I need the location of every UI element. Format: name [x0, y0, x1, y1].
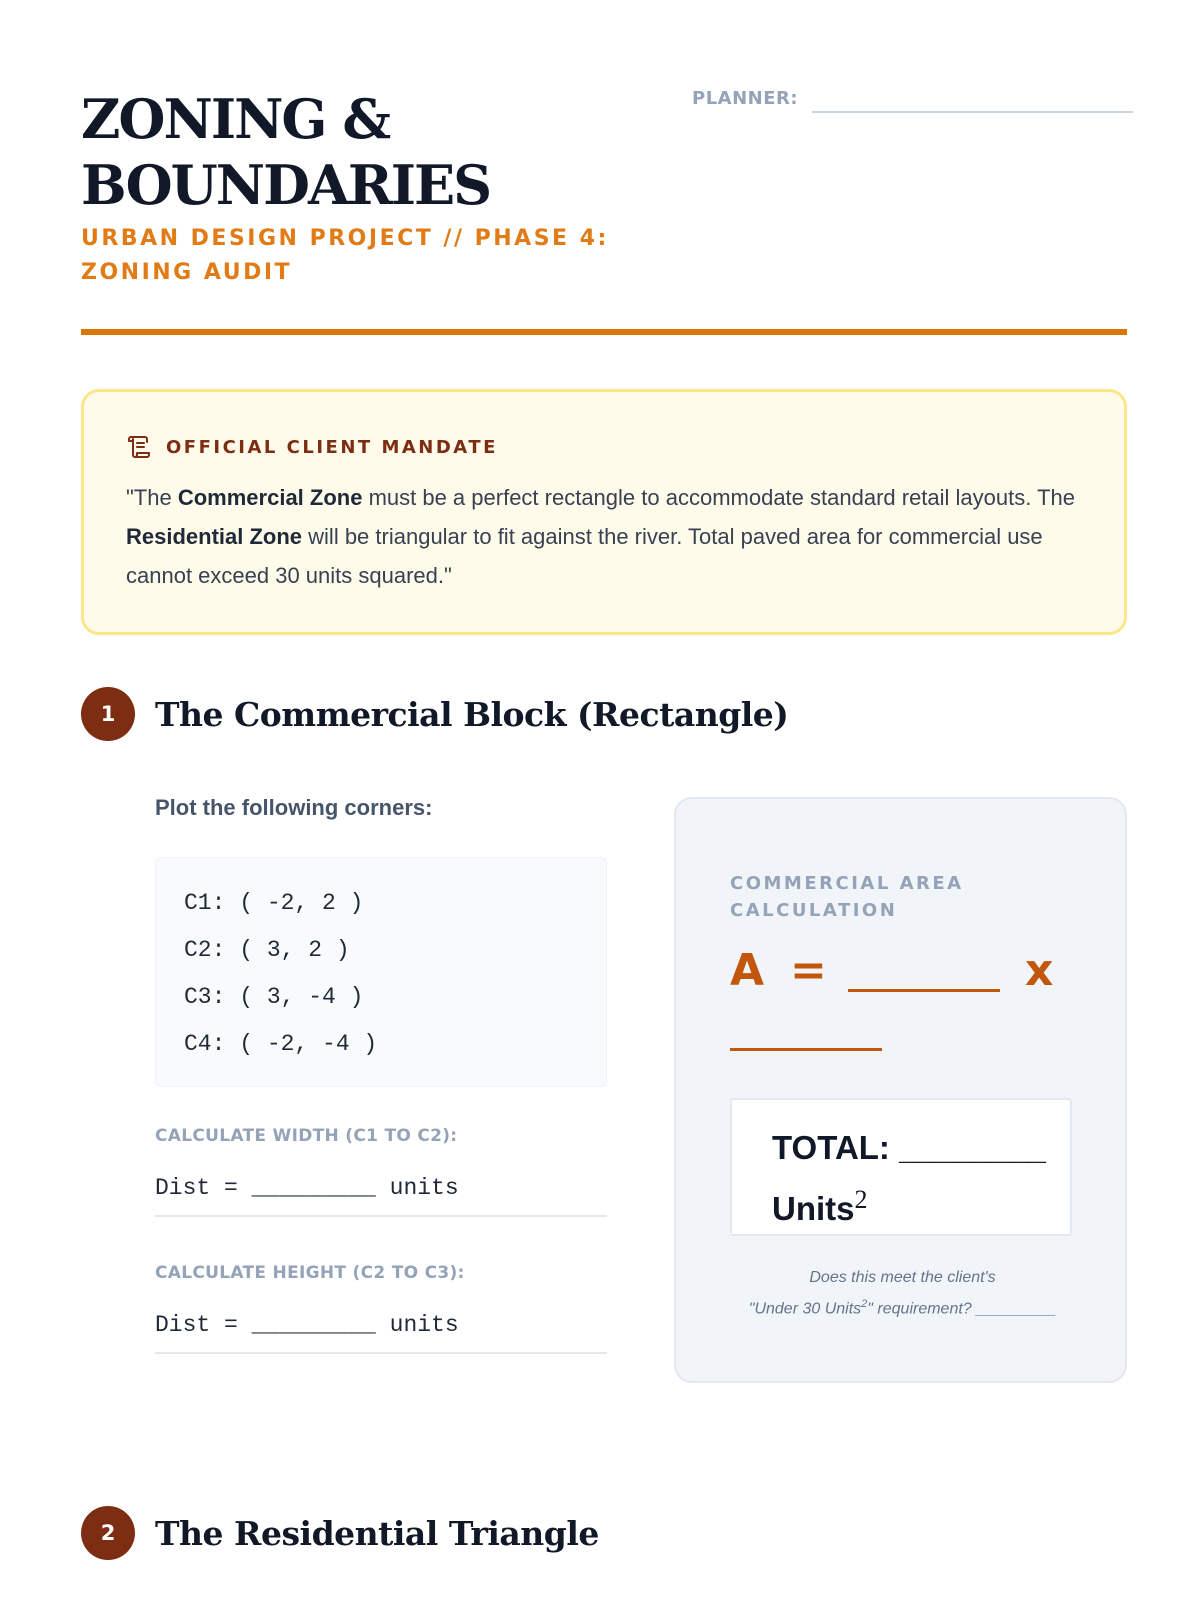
formula-times: x: [1025, 945, 1054, 996]
section-2-title: The Residential Triangle: [155, 1513, 599, 1553]
total-area-box[interactable]: [730, 1098, 1072, 1236]
section-2-number-badge: 2: [81, 1506, 135, 1560]
client-mandate-box: [81, 389, 1127, 635]
formula-a: A: [730, 945, 765, 996]
mandate-bold-commercial-zone: Commercial Zone: [177, 485, 363, 510]
units-superscript: 2: [854, 1185, 868, 1214]
height-calc-label: CALCULATE HEIGHT (C2 TO C3):: [155, 1263, 465, 1283]
coordinate-c2: C2: ( 3, 2 ): [184, 937, 350, 963]
section-1-title: The Commercial Block (Rectangle): [155, 694, 789, 734]
mandate-text: [126, 478, 1086, 595]
section-1-header: [81, 687, 788, 741]
mandate-text-part: "The: [126, 485, 178, 510]
note-part-b: " requirement? _________: [867, 1300, 1057, 1318]
requirement-question: [700, 1264, 1105, 1322]
worksheet-page: [81, 0, 1127, 1600]
plot-label: Plot the following corners:: [155, 795, 433, 820]
formula-equals: =: [790, 945, 827, 996]
note-line-2: [700, 1291, 1105, 1322]
units-label: Units: [772, 1190, 855, 1227]
total-text: TOTAL: ________: [772, 1129, 1046, 1166]
plot-instructions: [155, 795, 607, 1338]
section-2-header: [81, 1506, 599, 1560]
mandate-title: OFFICIAL CLIENT MANDATE: [166, 436, 498, 458]
height-answer-line[interactable]: Dist = _________ units: [155, 1310, 607, 1354]
coordinate-c4: C4: ( -2, -4 ): [184, 1031, 378, 1057]
planner-input-line[interactable]: [812, 111, 1133, 113]
page-title: [81, 86, 721, 218]
section-1-number-badge: 1: [81, 687, 135, 741]
coordinate-c1: C1: ( -2, 2 ): [184, 890, 364, 916]
corner-coordinates-list: [155, 857, 607, 1087]
note-line-1: Does this meet the client's: [809, 1269, 996, 1286]
planner-label: PLANNER:: [692, 88, 799, 109]
header-divider: [81, 329, 1127, 335]
mandate-text-part: will be triangular to fit against the river. Total paved area for commercial use cannot exceed 30 units squared.": [126, 524, 1043, 588]
title-line-1: ZONING &: [81, 87, 390, 151]
mandate-bold-residential-zone: Residential Zone: [126, 524, 303, 549]
width-answer-line[interactable]: Dist = _________ units: [155, 1173, 607, 1217]
width-calc-label: CALCULATE WIDTH (C1 TO C2):: [155, 1126, 458, 1146]
title-line-2: BOUNDARIES: [81, 153, 491, 217]
units-text: [772, 1174, 1070, 1235]
area-card-label: COMMERCIAL AREA CALCULATION: [730, 873, 964, 921]
page-subtitle: URBAN DESIGN PROJECT // PHASE 4: ZONING AUDIT: [81, 226, 609, 285]
formula-blank-width[interactable]: [848, 989, 1000, 992]
coordinate-c3: C3: ( 3, -4 ): [184, 984, 364, 1010]
mandate-header: [126, 434, 498, 460]
formula-blank-height[interactable]: [730, 1048, 882, 1051]
mandate-text-part: must be a perfect rectangle to accommodate standard retail layouts. The: [362, 485, 1075, 510]
scroll-icon: [126, 434, 152, 460]
note-superscript: 2: [861, 1298, 868, 1310]
planner-field: [692, 88, 1133, 109]
area-calculation-card: [674, 797, 1127, 1383]
note-part-a: "Under 30 Units: [748, 1300, 862, 1318]
